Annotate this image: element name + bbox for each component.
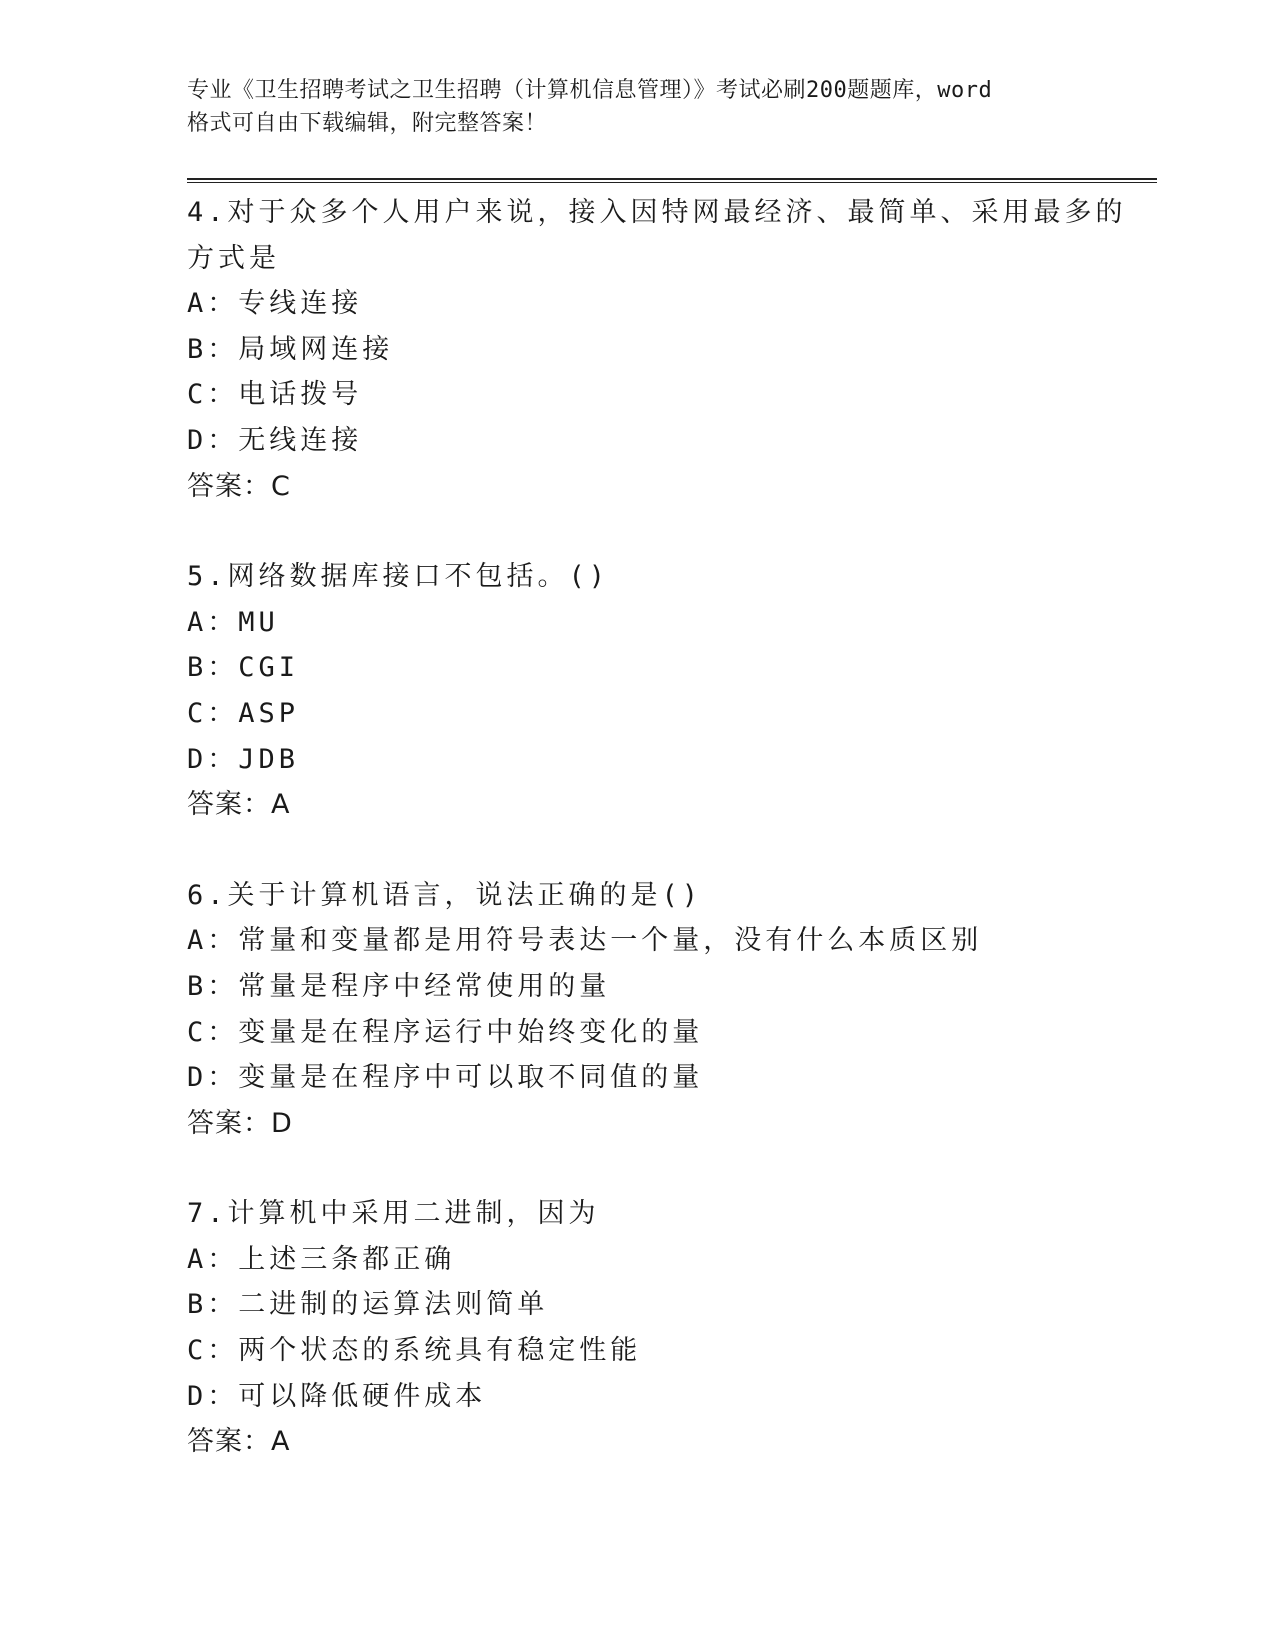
question-list — [187, 190, 1157, 1510]
question-stem: 7.计算机中采用二进制，因为 — [187, 1198, 600, 1230]
question-5 — [187, 554, 1157, 828]
question-stem-continued: 方式是 — [187, 242, 280, 274]
option-b: B：局域网连接 — [187, 333, 394, 365]
option-b: B：二进制的运算法则简单 — [187, 1289, 549, 1321]
header-title-line-1: 专业《卫生招聘考试之卫生招聘（计算机信息管理）》考试必刷200题题库，word — [187, 78, 993, 103]
option-a: A：MU — [187, 606, 279, 638]
option-a: A：专线连接 — [187, 288, 363, 320]
question-6 — [187, 873, 1157, 1147]
question-stem: 6.关于计算机语言，说法正确的是() — [187, 879, 703, 911]
question-7 — [187, 1191, 1157, 1465]
option-b: B：CGI — [187, 652, 300, 684]
option-c: C：电话拨号 — [187, 379, 363, 411]
answer-line: 答案：D — [187, 1107, 293, 1139]
option-c: C：ASP — [187, 697, 300, 729]
header-title-line-2: 格式可自由下载编辑，附完整答案！ — [187, 111, 548, 136]
answer-line: 答案：C — [187, 470, 291, 502]
option-d: D：变量是在程序中可以取不同值的量 — [187, 1062, 704, 1094]
option-c: C：变量是在程序运行中始终变化的量 — [187, 1016, 704, 1048]
option-d: D：JDB — [187, 743, 300, 775]
question-4 — [187, 190, 1157, 509]
document-header — [187, 74, 1087, 140]
option-d: D：无线连接 — [187, 424, 363, 456]
option-b: B：常量是程序中经常使用的量 — [187, 970, 611, 1002]
option-a: A：常量和变量都是用符号表达一个量，没有什么本质区别 — [187, 925, 983, 957]
option-a: A：上述三条都正确 — [187, 1243, 456, 1275]
answer-line: 答案：A — [187, 1426, 291, 1458]
question-stem: 4.对于众多个人用户来说，接入因特网最经济、最简单、采用最多的 — [187, 197, 1127, 228]
answer-line: 答案：A — [187, 789, 291, 821]
header-divider — [187, 178, 1157, 184]
option-c: C：两个状态的系统具有稳定性能 — [187, 1335, 642, 1367]
option-d: D：可以降低硬件成本 — [187, 1380, 487, 1412]
question-stem: 5.网络数据库接口不包括。() — [187, 561, 610, 593]
